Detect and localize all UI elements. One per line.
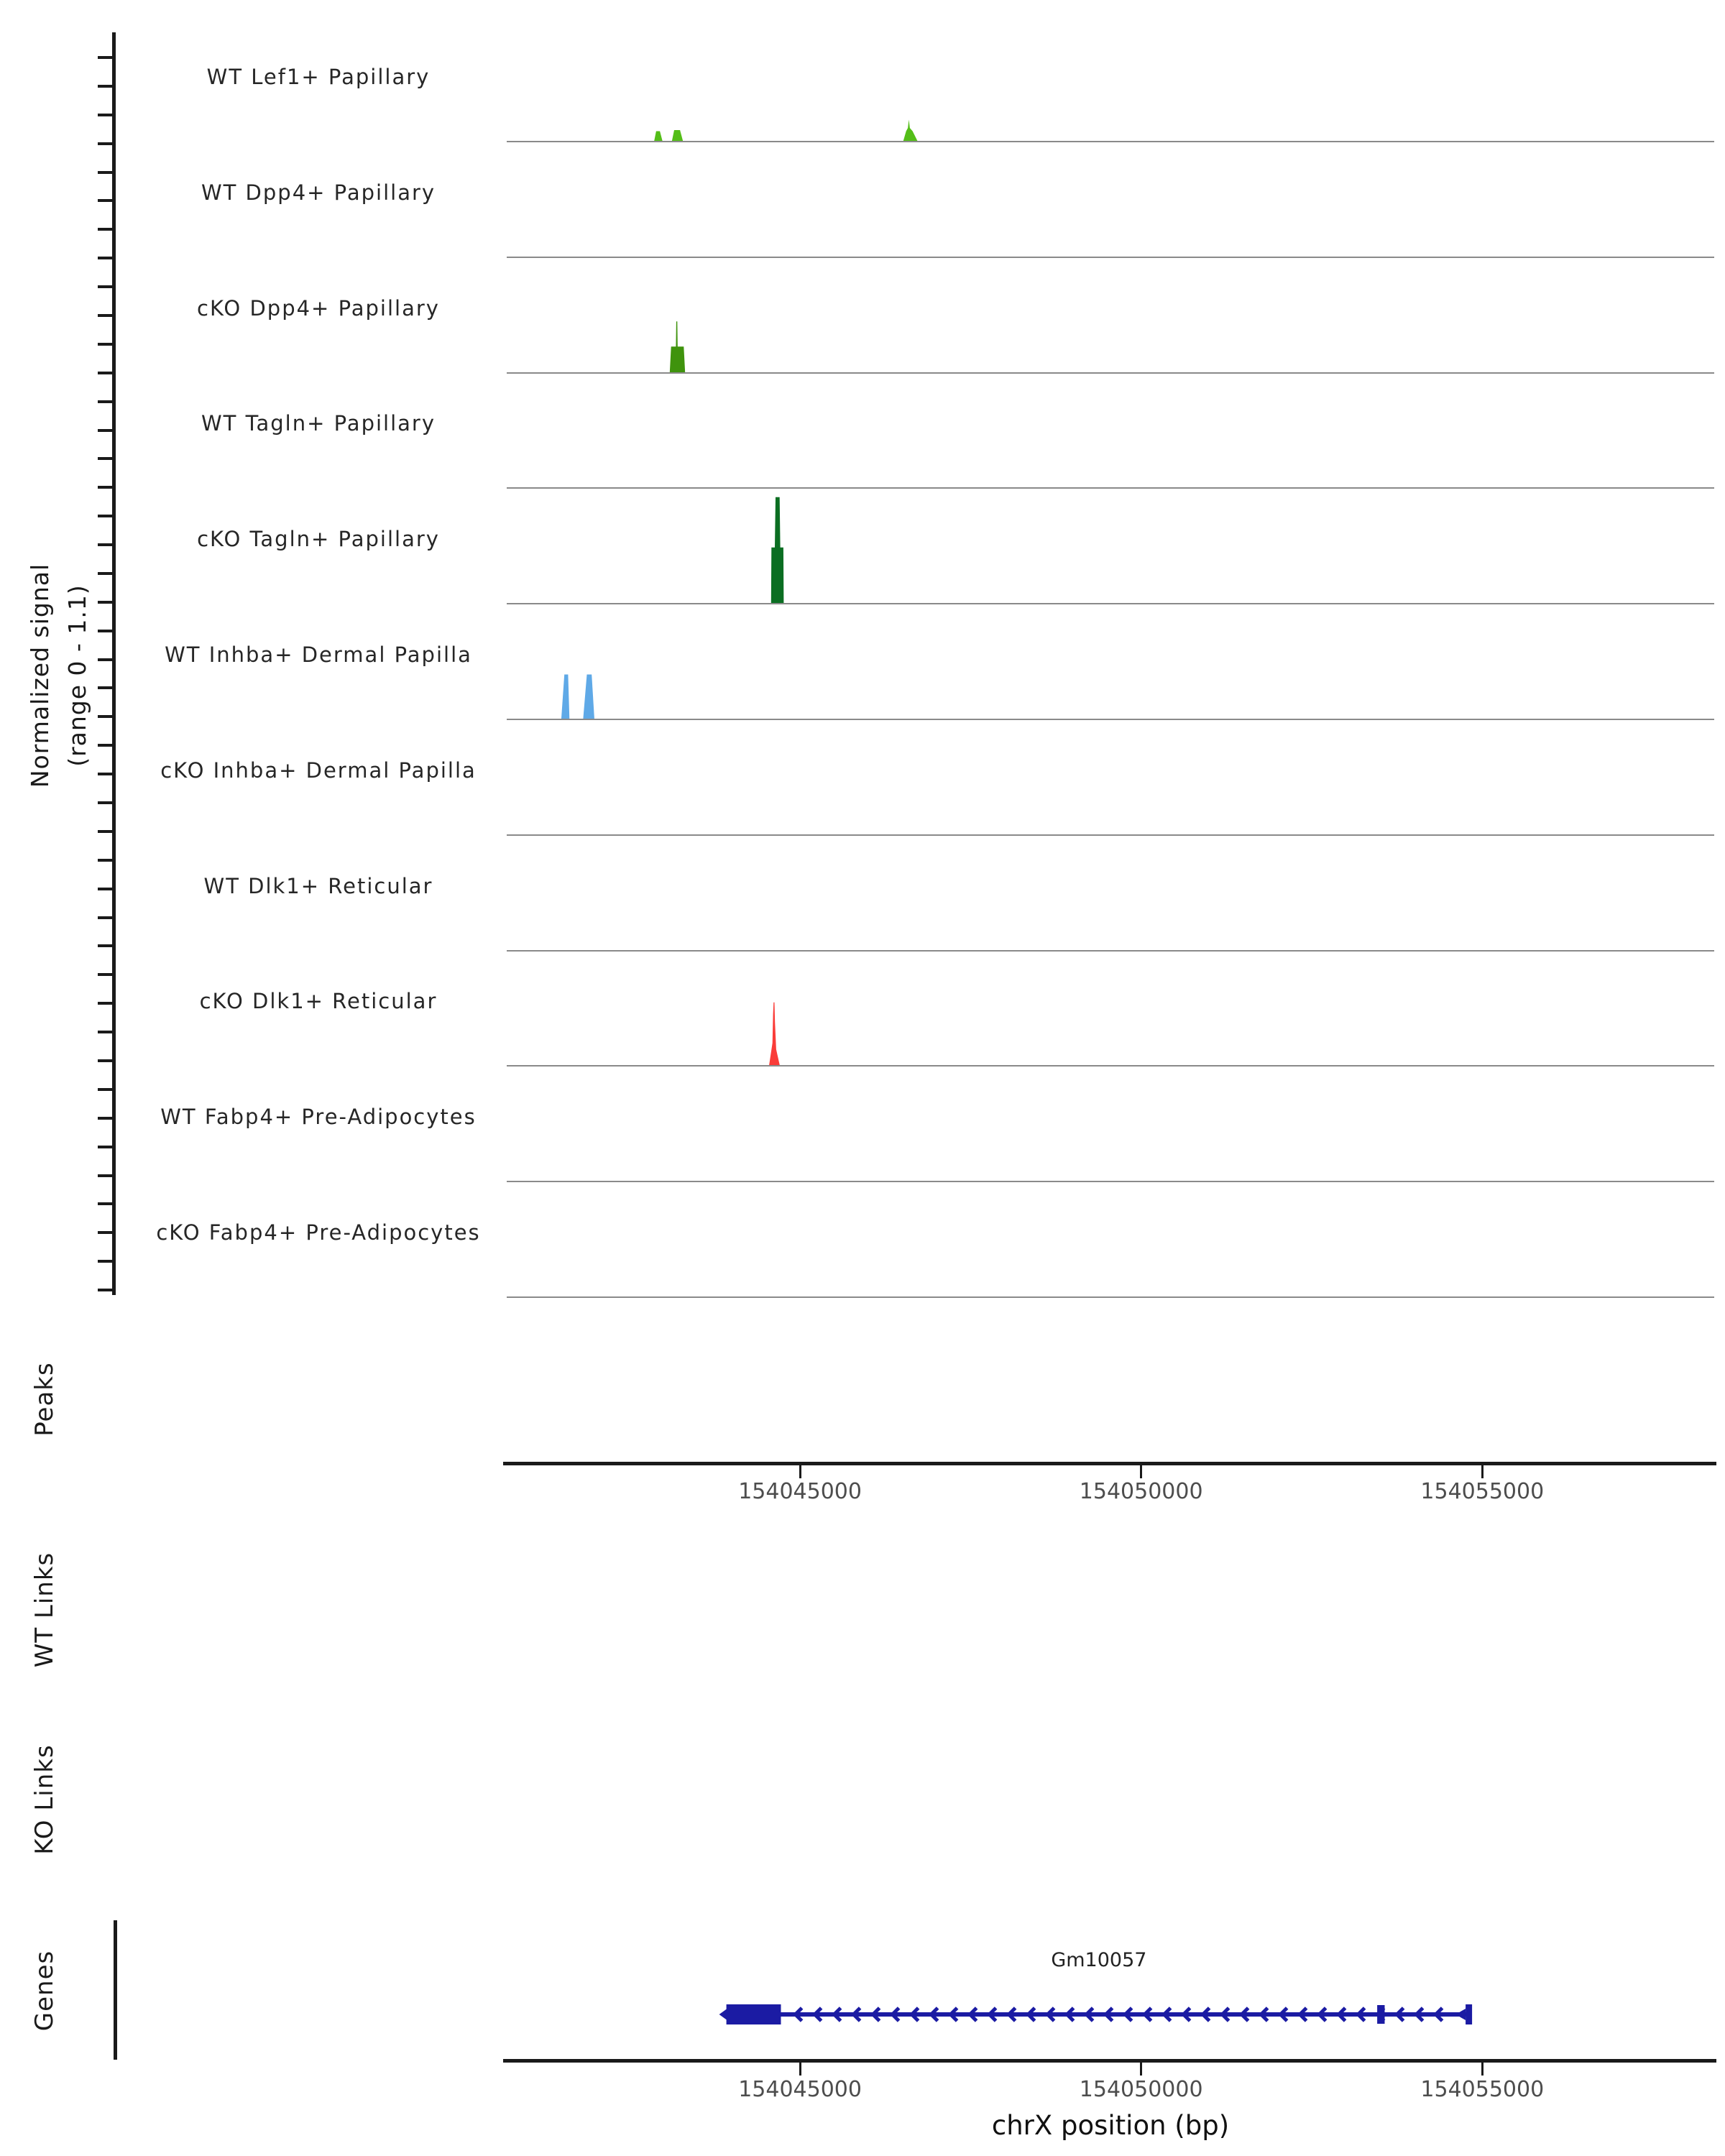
signal-y-axis-tick xyxy=(98,1260,112,1263)
gene-tss-bar xyxy=(1466,2004,1472,2024)
track-label: cKO Fabp4+ Pre-Adipocytes xyxy=(156,1220,481,1245)
signal-y-axis-tick xyxy=(98,744,112,747)
x-axis-label: chrX position (bp) xyxy=(991,2110,1230,2141)
section-label-wt-links: WT Links xyxy=(30,1552,59,1668)
gene-end-arrowhead xyxy=(719,2009,727,2020)
track-baseline xyxy=(507,372,1714,374)
x-axis-line-genes xyxy=(503,2059,1716,2063)
x-axis-line-peaks xyxy=(503,1462,1716,1465)
signal-y-axis-tick xyxy=(98,285,112,288)
signal-y-axis-tick xyxy=(98,572,112,575)
signal-y-axis-tick xyxy=(98,1146,112,1148)
signal-y-axis-tick xyxy=(98,171,112,174)
signal-peak xyxy=(903,120,918,142)
signal-y-axis-tick xyxy=(98,1059,112,1062)
gene-tss-arrowhead xyxy=(1455,2009,1466,2020)
signal-y-axis-tick xyxy=(98,830,112,833)
signal-peak xyxy=(654,132,663,142)
genes-axis-spine xyxy=(114,1920,117,2060)
signal-y-axis-tick xyxy=(98,257,112,259)
signal-y-axis-tick xyxy=(98,1088,112,1091)
y-axis-label-line1: Normalized signal xyxy=(26,563,54,788)
signal-y-axis-tick xyxy=(98,916,112,919)
signal-peak xyxy=(583,675,594,720)
signal-peak xyxy=(561,675,569,720)
track-baseline xyxy=(507,141,1714,142)
section-label-genes: Genes xyxy=(30,1950,59,2032)
signal-peak xyxy=(769,1003,780,1067)
signal-y-axis-tick xyxy=(98,372,112,374)
track-label: WT Inhba+ Dermal Papilla xyxy=(165,642,472,667)
x-axis-tick-genes xyxy=(1140,2063,1142,2076)
signal-y-axis-tick xyxy=(98,114,112,116)
track-baseline xyxy=(507,950,1714,952)
track-label: cKO Dpp4+ Papillary xyxy=(197,295,440,321)
x-axis-tick-label-genes: 154050000 xyxy=(1079,2077,1203,2102)
track-baseline xyxy=(507,834,1714,836)
x-axis-tick-label-peaks: 154055000 xyxy=(1420,1479,1545,1504)
track-baseline xyxy=(507,603,1714,604)
gene-exon xyxy=(727,2004,781,2024)
signal-y-axis-tick xyxy=(98,515,112,517)
signal-y-axis-tick xyxy=(98,228,112,231)
signal-y-axis-tick xyxy=(98,1202,112,1205)
signal-y-axis-tick xyxy=(98,973,112,976)
track-label: cKO Tagln+ Papillary xyxy=(197,527,440,552)
track-baseline xyxy=(507,1296,1714,1298)
x-axis-tick-peaks xyxy=(1481,1465,1484,1478)
track-label: WT Lef1+ Papillary xyxy=(206,65,431,89)
track-baseline xyxy=(507,1181,1714,1182)
gene-label: Gm10057 xyxy=(1051,1949,1147,1971)
track-baseline xyxy=(507,719,1714,720)
signal-y-axis-tick xyxy=(98,601,112,604)
x-axis-tick-label-peaks: 154045000 xyxy=(738,1479,862,1504)
x-axis-tick-label-peaks: 154050000 xyxy=(1079,1479,1203,1504)
x-axis-tick-genes xyxy=(799,2063,801,2076)
gene-exon xyxy=(1377,2005,1384,2024)
signal-y-axis-tick xyxy=(98,715,112,718)
x-axis-tick-peaks xyxy=(1140,1465,1142,1478)
y-axis-label-line2: (range 0 - 1.1) xyxy=(63,584,91,767)
track-label: cKO Inhba+ Dermal Papilla xyxy=(160,757,477,783)
signal-peak xyxy=(672,130,684,142)
x-axis-tick-label-genes: 154045000 xyxy=(738,2077,862,2102)
track-label: WT Fabp4+ Pre-Adipocytes xyxy=(160,1105,477,1130)
track-baseline xyxy=(507,1065,1714,1067)
signal-y-axis-tick xyxy=(98,686,112,689)
signal-y-axis-tick xyxy=(98,457,112,460)
track-baseline xyxy=(507,487,1714,489)
track-label: WT Dlk1+ Reticular xyxy=(203,873,433,898)
signal-y-axis-tick xyxy=(98,343,112,346)
section-label-ko-links: KO Links xyxy=(30,1744,59,1855)
track-label: WT Tagln+ Papillary xyxy=(201,411,436,436)
signal-y-axis-tick xyxy=(98,56,112,59)
track-label: cKO Dlk1+ Reticular xyxy=(199,989,438,1014)
signal-y-axis-tick xyxy=(98,630,112,632)
track-label: WT Dpp4+ Papillary xyxy=(201,180,436,205)
section-label-peaks: Peaks xyxy=(30,1362,59,1437)
signal-peak xyxy=(771,497,784,604)
x-axis-tick-peaks xyxy=(799,1465,801,1478)
x-axis-tick-genes xyxy=(1481,2063,1484,2076)
signal-y-axis-tick xyxy=(98,1174,112,1177)
signal-y-axis-tick xyxy=(98,400,112,403)
x-axis-tick-label-genes: 154055000 xyxy=(1420,2077,1545,2102)
signal-y-axis-tick xyxy=(98,801,112,804)
signal-y-axis-tick xyxy=(98,859,112,862)
signal-y-axis-tick xyxy=(98,1289,112,1291)
signal-y-axis-tick xyxy=(98,1031,112,1033)
signal-y-axis-tick xyxy=(98,142,112,145)
track-baseline xyxy=(507,257,1714,258)
signal-peak xyxy=(670,321,685,372)
signal-y-axis-tick xyxy=(98,944,112,947)
signal-y-axis-tick xyxy=(98,486,112,489)
